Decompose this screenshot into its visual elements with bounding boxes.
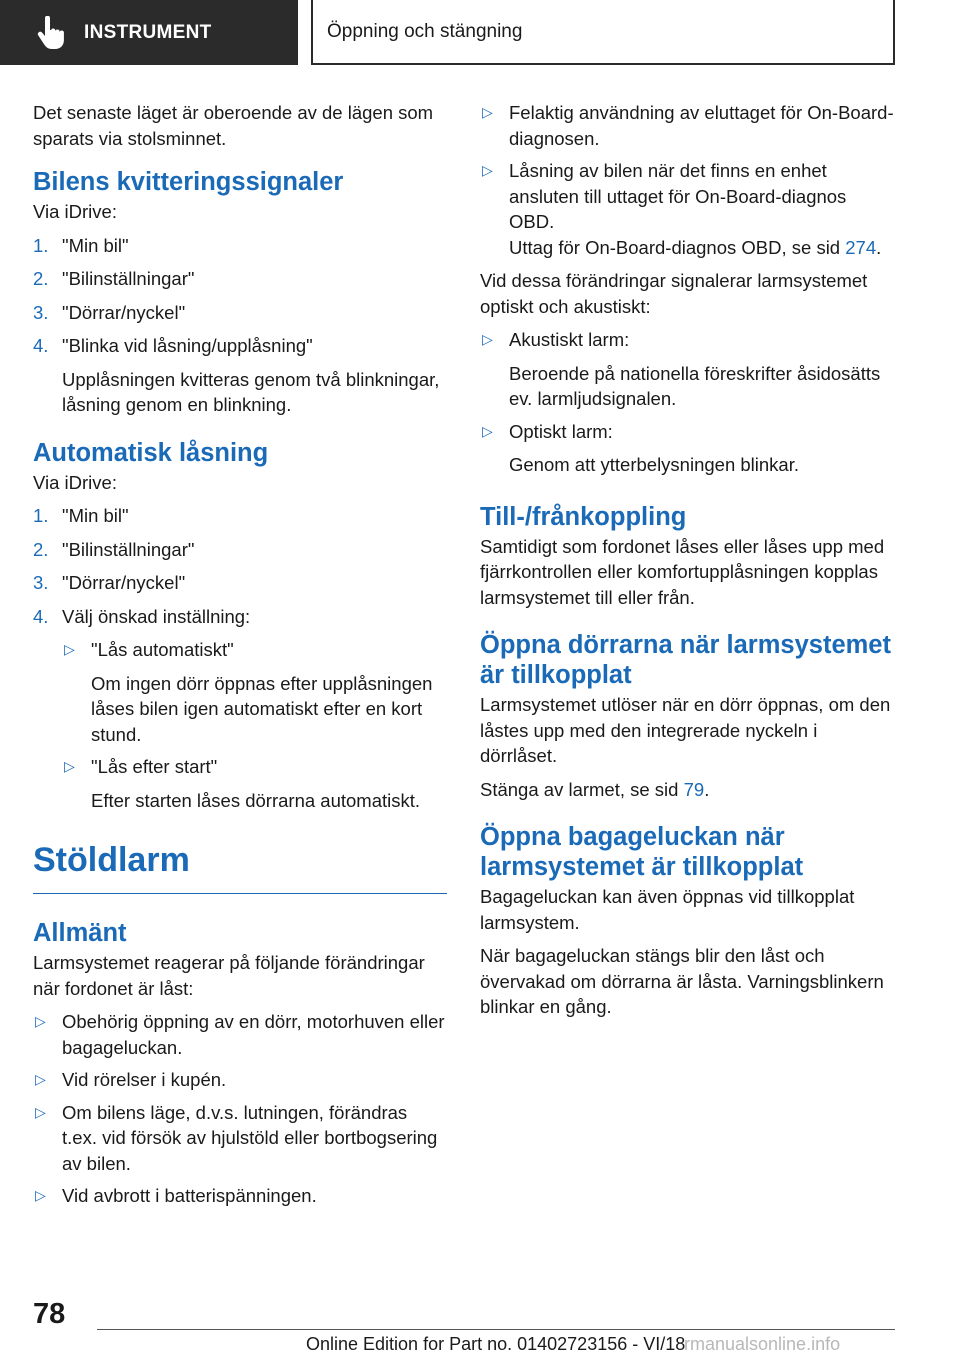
- list-item: 3. "Dörrar/nyckel": [33, 301, 186, 323]
- triangle-bullet-icon: ▷: [35, 1187, 46, 1203]
- list-item: ▷ Optiskt larm: Genom att ytterbelysningen blinkar.: [482, 420, 799, 475]
- obd-reference: Uttag för On-Board-diagnos OBD, se sid 274.: [509, 236, 882, 258]
- list-item: ▷ Akustiskt larm: Beroende på nationella föreskrifter åsidosätts ev. larmljudsignalen.: [482, 329, 881, 409]
- alarm-triggers-list: [33, 1009, 447, 1209]
- till-frankoppling-text: Samtidigt som fordonet låses eller låses upp med fjärrkontrollen eller komfortupplåsningen kopplas larmsystemet till eller från.: [480, 535, 885, 608]
- triangle-bullet-icon: ▷: [35, 1013, 46, 1029]
- steps-list-1: [33, 233, 447, 418]
- list-item: 1. "Min bil": [33, 234, 129, 256]
- chapter-heading-stoldlarm: Stöldlarm: [33, 835, 447, 894]
- list-item: ▷ Felaktig användning av eluttaget för On-Board-diagnosen.: [482, 102, 894, 149]
- triangle-bullet-icon: ▷: [482, 104, 493, 120]
- via-idrive-2: Via iDrive:: [33, 471, 117, 493]
- heading-automatisk-lasning: Automatisk låsning: [33, 438, 269, 467]
- list-item: ▷ "Lås efter start" Efter starten låses dörrarna automatiskt.: [64, 756, 421, 811]
- triangle-bullet-icon: ▷: [482, 162, 493, 178]
- list-item: 4. Välj önskad inställning: ▷ "Lås automatiskt" Om ingen dörr öppnas efter upplåsningen låses bilen igen automatiskt efter en kort stund. ▷ "Lås efter start" Efter starten låses dörrarna automatiskt.: [33, 604, 447, 814]
- triangle-bullet-icon: ▷: [35, 1071, 46, 1087]
- allmant-intro: Larmsystemet reagerar på följande förändringar när fordonet är låst:: [33, 952, 425, 999]
- page-link-79[interactable]: 79: [683, 778, 705, 800]
- section-tab-label: INSTRUMENT: [84, 21, 212, 43]
- alarm-triggers-list-cont: [480, 100, 895, 260]
- heading-kvitteringssignaler: Bilens kvitteringssignaler: [33, 168, 344, 196]
- triangle-bullet-icon: ▷: [35, 1103, 46, 1120]
- intro-paragraph: Det senaste läget är oberoende av de lägen som sparats via stolsminnet.: [33, 102, 434, 149]
- list-item: 4. "Blinka vid låsning/upplåsning" Upplåsningen kvitteras genom två blinkningar, låsning genom en blinkning.: [33, 333, 447, 418]
- list-item: ▷ Låsning av bilen när det finns en enhet ansluten till uttaget för On-Board-diagnos OBD. Uttag för On-Board-diagnos OBD, se sid 274.: [480, 158, 895, 260]
- list-item: ▷ Obehörig öppning av en dörr, motorhuven eller bagageluckan.: [35, 1011, 445, 1058]
- footer-watermark: rmanualsonline.info: [684, 1334, 841, 1354]
- bagagelucka-text-2: När bagageluckan stängs blir den låst och övervakad om dörrarna är låsta. Varningsblinkern blinkar en gång.: [480, 945, 884, 1017]
- via-idrive-1: Via iDrive:: [33, 201, 117, 222]
- list-item: 2. "Bilinställningar": [33, 268, 195, 289]
- list-item: ▷ Om bilens läge, d.v.s. lutningen, förändras t.ex. vid försök av hjulstöld eller bortbogsering av bilen.: [35, 1101, 438, 1174]
- triangle-bullet-icon: ▷: [482, 422, 493, 439]
- list-item: ▷ Vid avbrott i batterispänningen.: [33, 1183, 447, 1209]
- pointing-hand-icon: [36, 16, 66, 50]
- heading-oppna-bagageluckan: Öppna bagageluckan när larmsystemet är tillkopplat: [480, 823, 804, 881]
- triangle-bullet-icon: ▷: [64, 641, 75, 657]
- heading-oppna-dorrarna: Öppna dörrarna när larmsystemet är tillkopplat: [480, 631, 891, 689]
- chapter-header: [311, 0, 895, 65]
- options-list: [62, 637, 447, 813]
- steps-list-2: [33, 503, 447, 813]
- page-number: 78: [33, 1298, 66, 1330]
- heading-allmant: Allmänt: [33, 919, 127, 947]
- page-link-274[interactable]: 274: [845, 236, 877, 258]
- alarm-types-list: [480, 327, 895, 478]
- bagagelucka-text-1: Bagageluckan kan även öppnas vid tillkopplat larmsystem.: [480, 886, 855, 933]
- list-item: ▷ "Lås automatiskt" Om ingen dörr öppnas efter upplåsningen låses bilen igen automatiskt efter en kort stund.: [64, 639, 433, 745]
- signal-paragraph: Vid dessa förändringar signalerar larmsystemet optiskt och akustiskt:: [480, 270, 868, 317]
- list-item: ▷ Vid rörelser i kupén.: [33, 1067, 447, 1093]
- stanga-larm-reference: Stänga av larmet, se sid 79.: [480, 778, 710, 800]
- triangle-bullet-icon: ▷: [64, 758, 75, 774]
- right-column: [480, 100, 895, 1028]
- heading-till-frankoppling: Till-/frånkoppling: [480, 502, 687, 531]
- list-item: 2. "Bilinställningar": [33, 538, 195, 560]
- oppna-dorrarna-text: Larmsystemet utlöser när en dörr öppnas, om den låstes upp med den integrerade nyckeln i dörrlåset.: [480, 694, 891, 766]
- list-item: 3. "Dörrar/nyckel": [33, 572, 186, 593]
- footer-divider: [97, 1329, 895, 1330]
- step-note: Upplåsningen kvitteras genom två blinkningar, låsning genom en blinkning.: [62, 368, 440, 415]
- left-column: [33, 100, 447, 1217]
- chapter-title: Öppning och stängning: [327, 20, 523, 42]
- footer-edition: Online Edition for Part no. 01402723156 - VI/18: [306, 1334, 686, 1354]
- list-item: 1. "Min bil": [33, 505, 129, 526]
- triangle-bullet-icon: ▷: [482, 331, 493, 347]
- section-tab: [0, 0, 298, 65]
